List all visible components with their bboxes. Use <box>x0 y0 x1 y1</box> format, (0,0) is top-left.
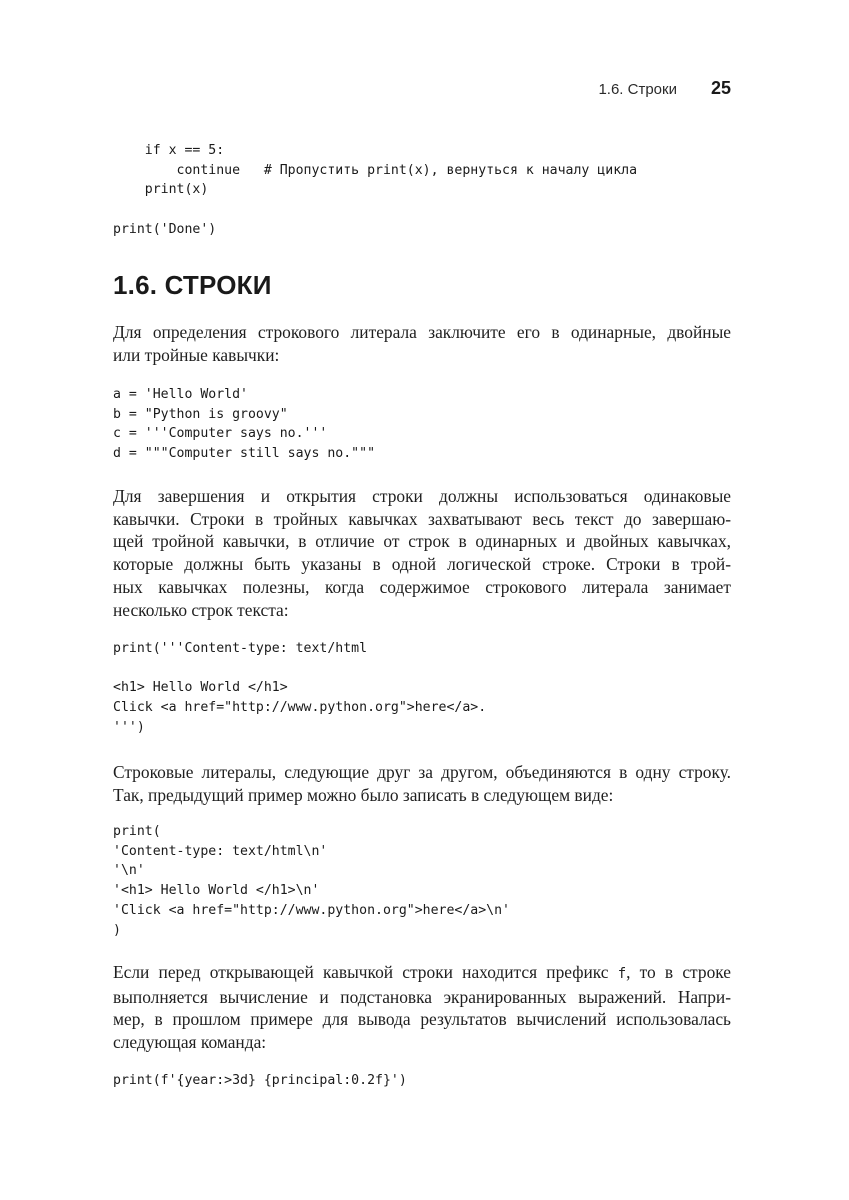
paragraph-f-prefix <box>113 961 731 1054</box>
paragraph-line: Для определения строкового литерала заключите его в одинарные, двойные <box>113 322 731 342</box>
section-heading: 1.6. СТРОКИ <box>113 270 272 300</box>
text-fragment: , то в строке <box>626 962 731 982</box>
paragraph-line: которые должны быть указаны в одной логической строке. Строки в трой- <box>113 554 731 575</box>
page-number: 25 <box>710 78 731 98</box>
paragraph-line: мер, в прошлом примере для вывода результатов вычислений использовалась <box>113 1009 731 1030</box>
paragraph-line: выполняется вычисление и подстановка экранированных выражений. Напри- <box>113 986 731 1007</box>
paragraph-line: кавычки. Строки в тройных кавычках захватывают весь текст до завершаю- <box>113 508 731 529</box>
paragraph-line: следующая команда: <box>113 1032 267 1053</box>
paragraph-line: несколько строк текста: <box>113 599 289 620</box>
code-block-triple-quoted: print('''Content-type: text/html <h1> Hello World </h1> Click <a href="http://www.python.org">here</a>. ''') <box>113 641 487 735</box>
text-fragment: Если перед открывающей кавычкой строки находится префикс <box>113 962 618 982</box>
paragraph-matching-quotes <box>113 485 731 621</box>
code-block-continue: if x == 5: continue # Пропустить print(x), вернуться к началу цикла print(x) print('Done') <box>113 143 638 237</box>
paragraph-concatenation <box>113 761 731 806</box>
paragraph-line: Для завершения и открытия строки должны использоваться одинаковые <box>113 486 731 506</box>
code-block-concatenation: print( 'Content-type: text/html\n' '\n' '<h1> Hello World </h1>\n' 'Click <a href="http://www.python.org">here</a>\n' ) <box>113 824 510 938</box>
running-header <box>598 78 731 99</box>
paragraph-string-literals <box>113 321 731 366</box>
inline-code-f: f <box>617 966 627 982</box>
running-title: 1.6. Строки <box>598 81 677 98</box>
paragraph-line: Так, предыдущий пример можно было записать в следующем виде: <box>113 784 614 805</box>
paragraph-line: щей тройной кавычки, в отличие от строк в одинарных и двойных кавычках, <box>113 531 731 552</box>
paragraph-line: или тройные кавычки: <box>113 344 280 365</box>
code-block-fstring: print(f'{year:>3d} {principal:0.2f}') <box>113 1073 407 1088</box>
paragraph-line: Строковые литералы, следующие друг за другом, объединяются в одну строку. <box>113 762 731 782</box>
paragraph-line <box>113 961 731 986</box>
code-block-literals: a = 'Hello World' b = "Python is groovy" c = '''Computer says no.''' d = """Computer still says no.""" <box>113 387 376 462</box>
paragraph-line: ных кавычках полезны, когда содержимое строкового литерала занимает <box>113 576 731 597</box>
